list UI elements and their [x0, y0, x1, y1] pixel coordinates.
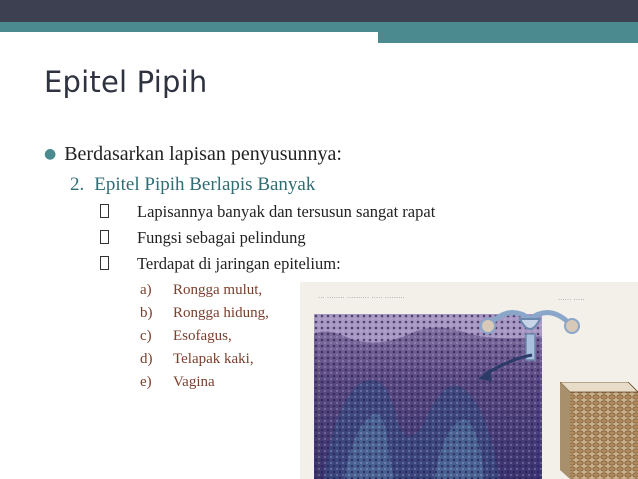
location-item: [140, 374, 215, 391]
point-item: [100, 228, 306, 248]
header-accent-bar-left: [0, 22, 378, 32]
figure-caption-decoration: ··· ········ ·········· ····· ·········: [318, 294, 405, 302]
square-bullet-icon: [100, 204, 109, 218]
figure-caption-decoration: ······ ·····: [558, 296, 585, 304]
location-item: [140, 282, 262, 299]
location-text: Vagina: [173, 374, 215, 390]
point-item: [100, 254, 341, 274]
header-accent-bar-right: [378, 22, 638, 43]
point-text: Terdapat di jaringan epitelium:: [137, 254, 341, 273]
item-number: 2.: [70, 174, 85, 195]
location-letter: a): [140, 282, 152, 298]
location-letter: b): [140, 305, 153, 321]
pointer-arrow-icon: [470, 347, 540, 387]
location-text: Esofagus,: [173, 328, 232, 344]
square-bullet-icon: [100, 256, 109, 270]
location-text: Rongga hidung,: [173, 305, 269, 321]
location-text: Telapak kaki,: [173, 351, 254, 367]
bullet-text: Berdasarkan lapisan penyusunnya:: [64, 143, 342, 165]
item-text: Epitel Pipih Berlapis Banyak: [94, 174, 316, 195]
tissue-diagram-image: [560, 382, 638, 479]
point-text: Lapisannya banyak dan tersusun sangat rapat: [137, 202, 436, 221]
bullet-item: [44, 143, 342, 166]
location-text: Rongga mulut,: [173, 282, 263, 298]
location-letter: d): [140, 351, 153, 367]
location-letter: e): [140, 374, 152, 390]
location-item: [140, 328, 232, 345]
round-bullet-icon: ●: [44, 146, 57, 162]
point-text: Fungsi sebagai pelindung: [137, 228, 306, 247]
point-item: [100, 202, 435, 222]
square-bullet-icon: [100, 230, 109, 244]
location-letter: c): [140, 328, 152, 344]
epithelium-figure: [300, 282, 638, 479]
location-item: [140, 351, 254, 368]
header-dark-bar: [0, 0, 638, 22]
location-item: [140, 305, 269, 322]
slide-title: Epitel Pipih: [44, 65, 208, 99]
numbered-item: [70, 174, 315, 196]
